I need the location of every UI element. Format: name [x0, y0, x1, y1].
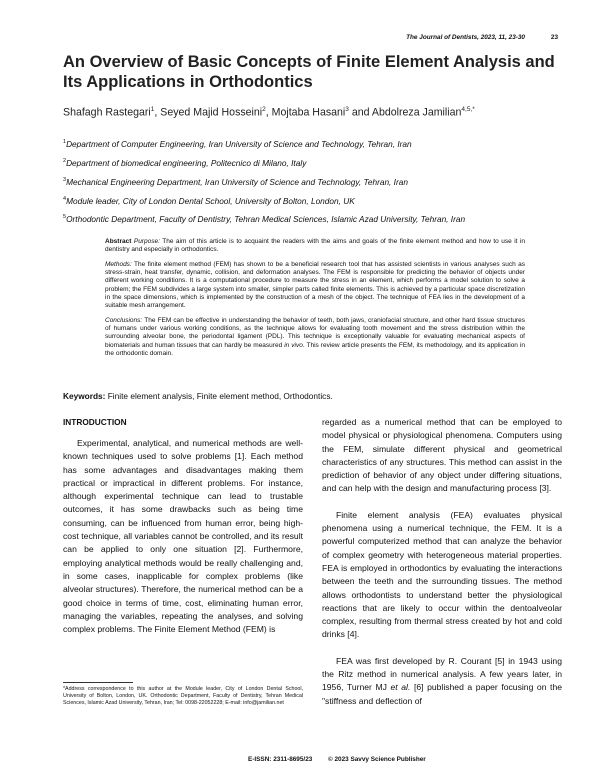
affiliation-number: 3 — [63, 176, 67, 183]
correspondence-footnote: *Address correspondence to this author at the Module leader, City of London Dental School, University of Bolton, London, UK. Orthodontic Department, Faculty of Dentistry, Tehran Medical Sciences, Islamic Azad University, Tehran, Iran; Tel: 0098-22052228; E-mail: info@jamilian.net — [63, 686, 303, 707]
author-affiliation-mark: 1 — [150, 106, 155, 113]
paragraph: Finite element analysis (FEA) evaluates physical phenomena using a numerical technique, the FEM. It is a powerful computerized method that can analyze the behavior of complex geometry with heterogeneous material properties. FEA is employed in orthodontics by evaluating the interactions between the teeth and the surrounding tissues. The method allows orthodontists to understand better the physiological reactions that are likely to occur within the dentoalveolar complex, resulting from thermal stress created by hot and cold drinks [4]. — [322, 509, 562, 640]
keywords — [63, 391, 333, 401]
abstract-purpose — [105, 238, 525, 255]
keywords-text: Finite element analysis, Finite element method, Orthodontics. — [107, 391, 333, 401]
author-separator: , — [154, 106, 161, 119]
author-list — [63, 106, 475, 119]
paragraph: Experimental, analytical, and numerical methods are well-known techniques used to solve problems [1]. Each method has some advantages and disadvantages making them practical or impractical in different problems. For instance, although experimental technique can lead to trustable outcomes, it has some drawbacks such as being time consuming, can be influenced from human error, being high-cost technique, all variables cannot be controlled, and its result can be applied to only one situation [2]. Furthermore, employing analytical methods would be really challenging and, in some cases, inapplicable for complex problems (like alveolar structures). Therefore, the numerical method can be a good choice in terms of time, cost, eliminating human error, managing the variables, repeating the analyses, and solving complex problems. The Finite Element Method (FEM) is — [63, 438, 303, 635]
section-heading: INTRODUCTION — [63, 417, 127, 427]
affiliation — [63, 175, 543, 187]
conclusions-text-end: . This review article presents the FEM, its methodology, and its application in the orthodontic domain. — [105, 341, 525, 358]
affiliation-text: Mechanical Engineering Department, Iran University of Science and Technology, Tehran, Iran — [66, 176, 408, 187]
paragraph-text-end: [6] published a paper focusing on the "stiffness and deflection of — [322, 682, 562, 706]
affiliation-number: 5 — [63, 214, 67, 221]
body-column-right — [322, 416, 562, 708]
affiliation-number: 2 — [63, 157, 67, 164]
author-affiliation-mark: 4,5,* — [461, 106, 475, 113]
author-affiliation-mark: 2 — [262, 106, 266, 113]
paragraph-italic: et al. — [390, 682, 411, 693]
affiliation-text: Module leader, City of London Dental School, University of Bolton, London, UK — [66, 195, 355, 206]
abstract-conclusions — [105, 317, 525, 359]
affiliation-list — [63, 137, 543, 231]
paragraph-text: FEA was first developed by R. Courant [5] in 1943 using the Ritz method in numerical analysis. A few years later, in 1956, Turner MJ — [322, 655, 562, 693]
affiliation-text: Orthodontic Department, Faculty of Dentistry, Tehran Medical Sciences, Islamic Azad University, Tehran, Iran — [66, 214, 466, 225]
author-name: Shafagh Rastegari — [63, 106, 151, 119]
affiliation — [63, 137, 543, 149]
methods-text: The finite element method (FEM) has shown to be a beneficial research tool that has assisted scientists in various analyses such as stress-strain, heat transfer, dynamic, collision, and deformation analyses. The FEM is responsible for predicting the behavior of objects under different working conditions. It is a computational procedure to measure the stress in an element, which performs a model solution to solve a problem; the FEM subdivides a large system into smaller, simpler parts called finite elements. This is achieved by a particular space discretization in the space dimensions, which is implemented by the construction of a mesh of the object. The technique of FEA lies in the development of a suitable mesh arrangement. — [105, 260, 525, 310]
page-number: 23 — [550, 34, 558, 41]
purpose-text: The aim of this article is to acquaint the readers with the aims and goals of the finite element method and how to use it in dentistry and especially in orthodontics. — [105, 238, 525, 254]
abstract-label: Abstract — [105, 238, 132, 245]
abstract-methods — [105, 261, 525, 311]
author-name: Seyed Majid Hosseini — [160, 106, 263, 119]
conclusions-label: Conclusions: — [105, 316, 143, 324]
author-name: Mojtaba Hasani — [271, 106, 346, 119]
affiliation — [63, 194, 543, 206]
footer-copyright: © 2023 Savvy Science Publisher — [328, 756, 426, 763]
body-column-left — [63, 416, 303, 636]
paragraph: regarded as a numerical method that can be employed to model physical or physiological phenomena. Computers using the FEM, simulate different physical and geometrical characteristics of any structures. This method can assist in the prediction of behavior of any object under differing situations, and can help with the design and manufacturing process [3]. — [322, 417, 562, 494]
affiliation-number: 4 — [63, 195, 67, 202]
author-affiliation-mark: 3 — [345, 106, 349, 113]
purpose-label: Purpose: — [133, 238, 160, 245]
affiliation-text: Department of Computer Engineering, Iran University of Science and Technology, Tehran, Iran — [66, 138, 412, 149]
affiliation — [63, 156, 543, 168]
author-name: Abdolreza Jamilian — [371, 106, 462, 119]
affiliation-number: 1 — [63, 139, 67, 145]
author-separator: and — [348, 106, 372, 119]
methods-label: Methods: — [105, 260, 132, 268]
article-title: An Overview of Basic Concepts of Finite Element Analysis and Its Applications in Orthodontics — [63, 53, 555, 91]
keywords-label: Keywords: — [63, 391, 106, 401]
abstract — [105, 238, 525, 364]
affiliation — [63, 212, 543, 224]
conclusions-text: The FEM can be effective in understanding the behavior of teeth, both jaws, craniofacial structure, and other hard tissue structures of humans under various working conditions, as the technique allows for evaluating tooth movement and the stress distribution within the surrounding alveolar bone, the periodontal ligament (PDL). This technique is exceptionally valuable for evaluating mechanical aspects of biomaterials and human tissues that can hardly be measured — [105, 316, 525, 349]
conclusions-italic: in vivo — [284, 341, 303, 349]
footnote-divider — [63, 682, 133, 683]
journal-citation: The Journal of Dentists, 2023, 11, 23-30 — [406, 34, 525, 41]
paragraph — [322, 655, 562, 708]
footer-issn: E-ISSN: 2311-8695/23 — [248, 756, 313, 763]
author-separator: , — [265, 106, 272, 119]
affiliation-text: Department of biomedical engineering, Politecnico di Milano, Italy — [66, 157, 307, 168]
